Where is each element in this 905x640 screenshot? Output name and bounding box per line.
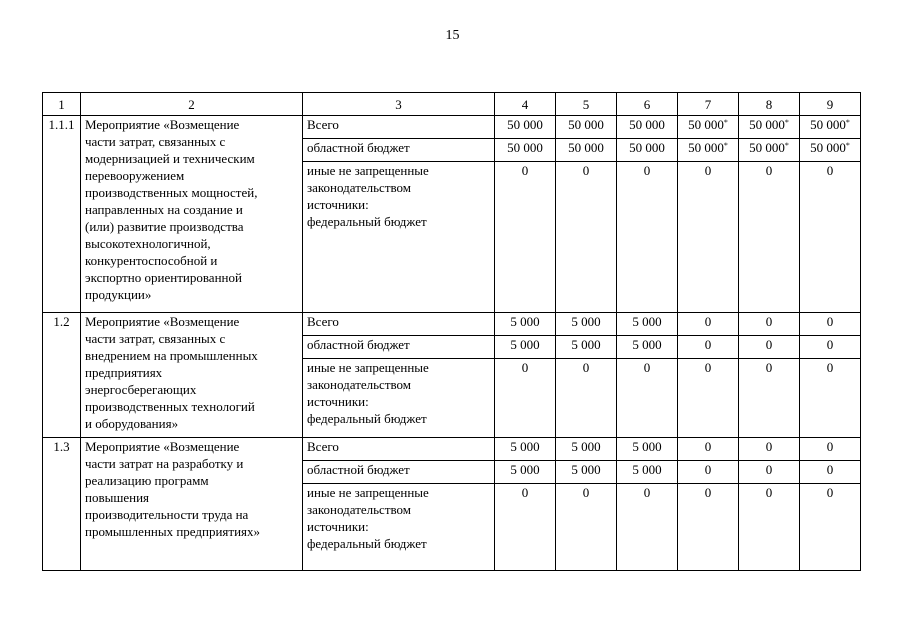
amount-cell: [739, 359, 800, 438]
amount-cell: [556, 359, 617, 438]
activity-name-line: модернизацией и техническим: [85, 151, 255, 166]
amount-cell: [800, 162, 861, 313]
funding-source-line: федеральный бюджет: [307, 411, 427, 426]
amount-cell: [800, 438, 861, 461]
amount-cell: [495, 162, 556, 313]
footnote-mark: *: [723, 141, 728, 150]
amount-cell: [495, 116, 556, 139]
header-cell: 2: [81, 93, 303, 116]
activity-name-line: направленных на создание и: [85, 202, 243, 217]
amount-value: 0: [765, 360, 773, 375]
amount-cell: [739, 313, 800, 336]
amount-value: 0: [765, 485, 773, 500]
budget-table: [42, 92, 861, 571]
amount-value: 50 000: [629, 140, 665, 155]
funding-source-line: источники:: [307, 394, 369, 409]
amount-cell: [495, 461, 556, 484]
amount-value: 0: [704, 337, 712, 352]
funding-source-line: федеральный бюджет: [307, 214, 427, 229]
amount-cell: [556, 139, 617, 162]
amount-cell: [495, 313, 556, 336]
amount-cell: [678, 139, 739, 162]
amount-value: 50 000: [568, 117, 604, 132]
amount-value: 0: [521, 360, 529, 375]
activity-name-line: производительности труда на: [85, 507, 249, 522]
amount-value: 0: [643, 485, 651, 500]
amount-cell: [617, 313, 678, 336]
amount-value: 0: [704, 462, 712, 477]
header-cell: 1: [43, 93, 81, 116]
amount-value: 50 000: [507, 117, 543, 132]
activity-name-line: реализацию программ: [85, 473, 209, 488]
activity-name-line: перевооружением: [85, 168, 185, 183]
funding-source-line: законодательством: [307, 377, 412, 392]
amount-value: 0: [826, 337, 834, 352]
activity-name-line: части затрат, связанных с: [85, 134, 226, 149]
amount-cell: [678, 359, 739, 438]
amount-cell: [617, 139, 678, 162]
amount-value: 5 000: [571, 337, 601, 352]
amount-value: 50 000: [749, 140, 785, 155]
amount-cell: [739, 438, 800, 461]
funding-source-line: иные не запрещенные: [307, 163, 429, 178]
amount-value: 0: [765, 314, 773, 329]
footnote-mark: *: [845, 118, 850, 127]
amount-cell: [739, 461, 800, 484]
page-number: 15: [445, 28, 460, 43]
amount-cell: [739, 139, 800, 162]
amount-value: 5 000: [571, 462, 601, 477]
amount-cell: [556, 438, 617, 461]
activity-name: [81, 313, 303, 438]
amount-cell: [739, 484, 800, 571]
amount-value: 0: [582, 163, 590, 178]
activity-name-line: внедрением на промышленных: [85, 348, 258, 363]
amount-value: 0: [826, 485, 834, 500]
amount-value: 50 000: [688, 117, 724, 132]
amount-cell: [617, 438, 678, 461]
activity-name-line: Мероприятие «Возмещение: [85, 117, 240, 132]
activity-name-line: промышленных предприятиях»: [85, 524, 261, 539]
header-cell: 5: [556, 93, 617, 116]
amount-cell: [495, 359, 556, 438]
amount-cell: [678, 336, 739, 359]
activity-code: 1.2: [43, 313, 81, 438]
funding-source: [303, 484, 495, 571]
funding-source: [303, 116, 495, 139]
activity-name-line: Мероприятие «Возмещение: [85, 439, 240, 454]
amount-cell: [617, 336, 678, 359]
amount-cell: [495, 484, 556, 571]
amount-value: 50 000: [810, 140, 846, 155]
amount-value: 0: [704, 360, 712, 375]
funding-source: [303, 313, 495, 336]
amount-value: 0: [826, 163, 834, 178]
funding-source: [303, 438, 495, 461]
amount-value: 0: [521, 163, 529, 178]
table-row: [43, 313, 861, 336]
amount-value: 5 000: [510, 314, 540, 329]
footnote-mark: *: [845, 141, 850, 150]
amount-value: 5 000: [571, 314, 601, 329]
funding-source: [303, 359, 495, 438]
table-row: [43, 438, 861, 461]
activity-code: 1.1.1: [43, 116, 81, 313]
amount-cell: [678, 461, 739, 484]
amount-value: 5 000: [510, 337, 540, 352]
activity-name-line: высокотехнологичной,: [85, 236, 211, 251]
amount-cell: [800, 484, 861, 571]
amount-cell: [800, 116, 861, 139]
funding-source: [303, 162, 495, 313]
activity-name-line: предприятиях: [85, 365, 163, 380]
funding-source-line: Всего: [307, 117, 339, 132]
activity-name-line: (или) развитие производства: [85, 219, 244, 234]
amount-value: 0: [826, 439, 834, 454]
footnote-mark: *: [784, 141, 789, 150]
amount-value: 0: [643, 360, 651, 375]
funding-source-line: Всего: [307, 314, 339, 329]
activity-name-line: Мероприятие «Возмещение: [85, 314, 240, 329]
table-row: [43, 116, 861, 139]
amount-value: 5 000: [571, 439, 601, 454]
amount-value: 50 000: [810, 117, 846, 132]
amount-value: 0: [704, 485, 712, 500]
amount-cell: [556, 336, 617, 359]
activity-name-line: конкурентоспособной и: [85, 253, 218, 268]
amount-cell: [800, 336, 861, 359]
amount-value: 0: [582, 485, 590, 500]
amount-value: 0: [765, 462, 773, 477]
amount-cell: [800, 313, 861, 336]
amount-cell: [678, 313, 739, 336]
funding-source-line: источники:: [307, 197, 369, 212]
activity-name-line: производственных технологий: [85, 399, 255, 414]
amount-value: 0: [643, 163, 651, 178]
header-cell: 4: [495, 93, 556, 116]
amount-cell: [556, 162, 617, 313]
amount-cell: [617, 162, 678, 313]
activity-name-line: части затрат, связанных с: [85, 331, 226, 346]
amount-cell: [495, 438, 556, 461]
activity-name-line: и оборудования»: [85, 416, 179, 431]
activity-name-line: продукции»: [85, 287, 152, 302]
amount-value: 5 000: [510, 439, 540, 454]
amount-value: 50 000: [568, 140, 604, 155]
amount-cell: [617, 461, 678, 484]
amount-value: 0: [765, 163, 773, 178]
activity-name-line: энергосберегающих: [85, 382, 197, 397]
amount-cell: [678, 162, 739, 313]
amount-value: 0: [765, 439, 773, 454]
header-cell: 3: [303, 93, 495, 116]
funding-source-line: Всего: [307, 439, 339, 454]
amount-value: 0: [521, 485, 529, 500]
amount-value: 5 000: [632, 314, 662, 329]
amount-value: 50 000: [749, 117, 785, 132]
header-row: [43, 93, 861, 116]
amount-cell: [739, 162, 800, 313]
header-cell: 9: [800, 93, 861, 116]
amount-cell: [556, 484, 617, 571]
funding-source-line: областной бюджет: [307, 140, 410, 155]
amount-cell: [678, 116, 739, 139]
activity-name-line: производственных мощностей,: [85, 185, 258, 200]
amount-cell: [495, 336, 556, 359]
amount-cell: [800, 359, 861, 438]
amount-value: 0: [704, 314, 712, 329]
funding-source: [303, 336, 495, 359]
amount-value: 5 000: [632, 337, 662, 352]
amount-cell: [739, 336, 800, 359]
funding-source-line: федеральный бюджет: [307, 536, 427, 551]
footnote-mark: *: [723, 118, 728, 127]
amount-cell: [800, 139, 861, 162]
amount-value: 0: [826, 462, 834, 477]
footnote-mark: *: [784, 118, 789, 127]
amount-value: 5 000: [632, 462, 662, 477]
amount-cell: [556, 461, 617, 484]
amount-value: 0: [704, 163, 712, 178]
amount-cell: [739, 116, 800, 139]
amount-cell: [495, 139, 556, 162]
activity-name: [81, 116, 303, 313]
amount-cell: [617, 359, 678, 438]
funding-source: [303, 139, 495, 162]
amount-value: 50 000: [629, 117, 665, 132]
amount-cell: [556, 313, 617, 336]
funding-source-line: законодательством: [307, 180, 412, 195]
funding-source-line: источники:: [307, 519, 369, 534]
amount-value: 50 000: [688, 140, 724, 155]
activity-name-line: повышения: [85, 490, 150, 505]
activity-name-line: части затрат на разработку и: [85, 456, 244, 471]
funding-source-line: иные не запрещенные: [307, 360, 429, 375]
amount-value: 0: [826, 360, 834, 375]
amount-value: 50 000: [507, 140, 543, 155]
amount-value: 0: [704, 439, 712, 454]
amount-value: 5 000: [510, 462, 540, 477]
funding-source-line: областной бюджет: [307, 462, 410, 477]
header-cell: 8: [739, 93, 800, 116]
amount-value: 0: [765, 337, 773, 352]
funding-source: [303, 461, 495, 484]
amount-cell: [678, 484, 739, 571]
amount-cell: [556, 116, 617, 139]
amount-value: 5 000: [632, 439, 662, 454]
activity-name-line: экспортно ориентированной: [85, 270, 242, 285]
amount-cell: [617, 484, 678, 571]
amount-value: 0: [582, 360, 590, 375]
header-cell: 6: [617, 93, 678, 116]
amount-cell: [800, 461, 861, 484]
amount-cell: [678, 438, 739, 461]
funding-source-line: иные не запрещенные: [307, 485, 429, 500]
amount-cell: [617, 116, 678, 139]
header-cell: 7: [678, 93, 739, 116]
activity-code: 1.3: [43, 438, 81, 571]
funding-source-line: законодательством: [307, 502, 412, 517]
funding-source-line: областной бюджет: [307, 337, 410, 352]
amount-value: 0: [826, 314, 834, 329]
activity-name: [81, 438, 303, 571]
